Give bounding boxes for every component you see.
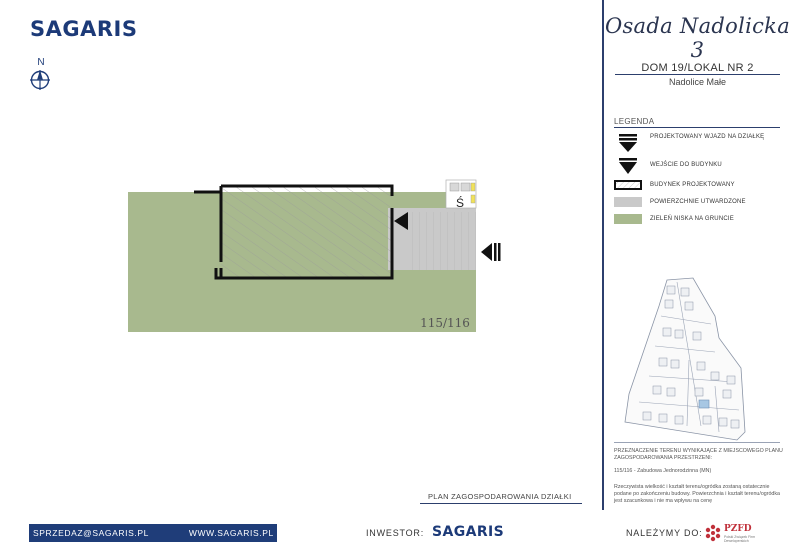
planned-building: [221, 186, 392, 278]
legend-label-driveway: PROJEKTOWANY WJAZD NA DZIAŁKĘ: [650, 134, 765, 140]
member-label: NALEŻYMY DO:: [626, 528, 703, 538]
investor-logo: SAGARIS: [432, 524, 505, 540]
entrance-arrow-icon: [614, 157, 642, 177]
highlighted-plot: [699, 400, 709, 408]
site-overview-map: [615, 276, 791, 448]
unit-divider: [615, 74, 780, 75]
greenery-swatch-icon: [614, 214, 642, 224]
plan-label: PLAN ZAGOSPODAROWANIA DZIAŁKI: [428, 492, 572, 501]
paved-area-strip: [408, 212, 476, 270]
unit-label: DOM 19/LOKAL NR 2: [641, 62, 754, 74]
sagaris-logo: SAGARIS: [30, 17, 138, 41]
building-swatch-icon: [614, 180, 642, 190]
pzfd-subtitle: Polski Związek Firm Deweloperskich: [724, 535, 756, 543]
location-label: Nadolice Małe: [668, 77, 727, 87]
legend-label-building: BUDYNEK PROJEKTOWANY: [650, 182, 735, 188]
north-label: N: [37, 57, 45, 68]
legend-label-paved: POWIERZCHNIE UTWARDZONE: [650, 199, 746, 205]
notes-divider: [614, 442, 780, 443]
legend-label-entrance: WEJŚCIE DO BUDYNKU: [650, 162, 722, 168]
driveway-arrow-icon: [481, 243, 501, 261]
plan-label-underline: [420, 503, 582, 504]
contact-bar: [29, 524, 277, 542]
legend-label-greenery: ZIELEŃ NISKA NA GRUNCIE: [650, 216, 734, 222]
driveway-arrow-icon: [614, 133, 642, 153]
legend-title: LEGENDA: [614, 117, 655, 126]
zoning-heading: PRZEZNACZENIE TERENU WYNIKAJĄCE Z MIEJSCOWEGO PLANU ZAGOSPODAROWANIA PRZESTRZENI:: [614, 448, 783, 461]
plot-number: 115/116: [420, 316, 470, 330]
email-link[interactable]: SPRZEDAZ@SAGARIS.PL: [33, 528, 149, 538]
legend-divider: [614, 127, 780, 128]
website-link[interactable]: WWW.SAGARIS.PL: [188, 528, 274, 538]
disclaimer-text: Rzeczywista wielkość i kształt terenu/ogródka zostaną ostatecznie podane po zakończeniu budowy. Powierzchnia i kształt terenu/ogródka jest szacunkowa i nie ma wpływu na cenę: [614, 484, 780, 504]
pzfd-logo-text: PZFD: [724, 524, 752, 534]
zoning-value: 115/116 - Zabudowa Jednorodzinna (MN): [614, 468, 712, 474]
bin-marker: Ś: [455, 196, 465, 210]
investor-label: INWESTOR:: [366, 528, 425, 538]
project-title: Osada Nadolicka 3: [604, 14, 791, 62]
paved-swatch-icon: [614, 197, 642, 207]
